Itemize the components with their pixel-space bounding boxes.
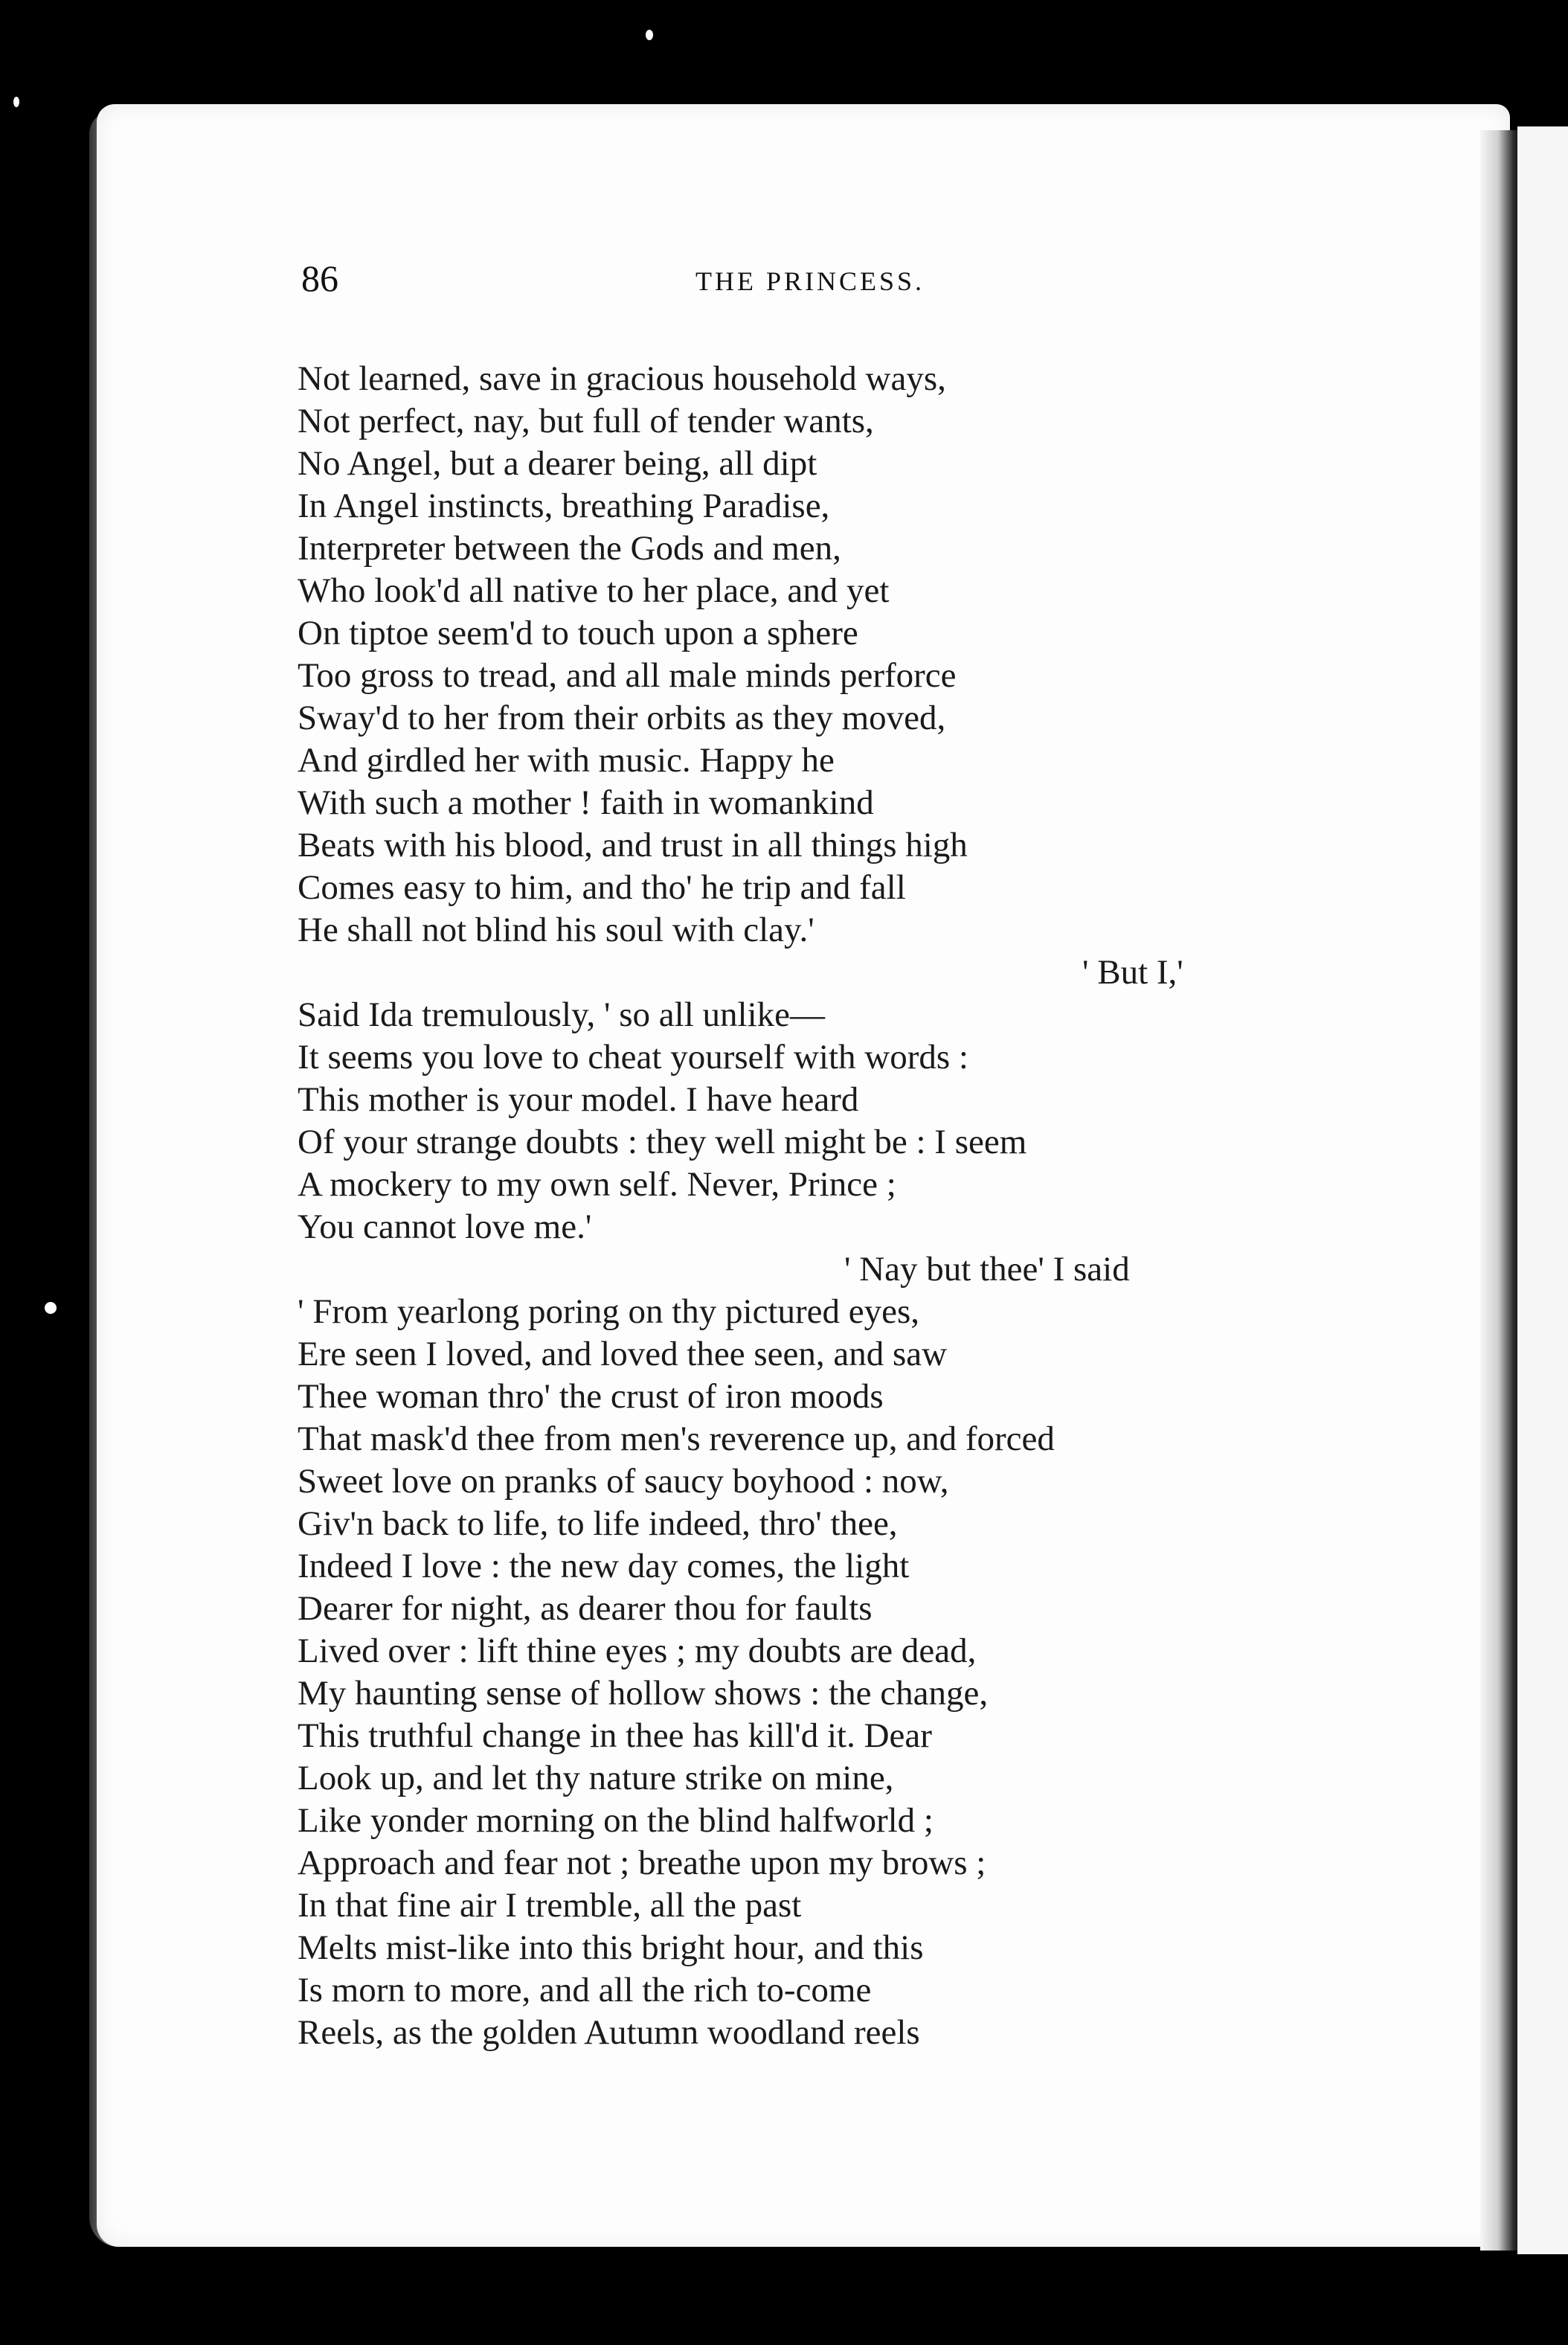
poem-line: Who look'd all native to her place, and yet bbox=[298, 571, 890, 610]
page-header bbox=[301, 257, 1268, 309]
poem-line: Giv'n back to life, to life indeed, thro' thee, bbox=[298, 1504, 898, 1543]
poem-line: No Angel, but a dearer being, all dipt bbox=[298, 444, 817, 483]
poem-line: You cannot love me.' bbox=[298, 1207, 592, 1246]
poem-line: Thee woman thro' the crust of iron moods bbox=[298, 1377, 884, 1416]
speck bbox=[45, 1302, 57, 1314]
poem-line: Beats with his blood, and trust in all things high bbox=[298, 826, 968, 864]
poem-line: Lived over : lift thine eyes ; my doubts are dead, bbox=[298, 1632, 977, 1670]
poem-line: Sweet love on pranks of saucy boyhood : now, bbox=[298, 1462, 949, 1501]
poem-line: Not learned, save in gracious household ways, bbox=[298, 359, 946, 398]
poem-line-indented: ' But I,' bbox=[1082, 953, 1183, 992]
poem-line: And girdled her with music. Happy he bbox=[298, 741, 835, 780]
poem-line: Ere seen I loved, and loved thee seen, and saw bbox=[298, 1335, 948, 1373]
poem-line: Is morn to more, and all the rich to-come bbox=[298, 1971, 872, 2009]
poem-line: Interpreter between the Gods and men, bbox=[298, 529, 841, 568]
poem-line: Like yonder morning on the blind halfworld ; bbox=[298, 1801, 934, 1840]
poem-line-indented: ' Nay but thee' I said bbox=[844, 1250, 1130, 1289]
poem-line: Melts mist-like into this bright hour, and this bbox=[298, 1928, 924, 1967]
poem-line: Indeed I love : the new day comes, the light bbox=[298, 1547, 910, 1585]
poem-line: Sway'd to her from their orbits as they moved, bbox=[298, 699, 946, 737]
speck bbox=[646, 30, 653, 40]
poem-line: In Angel instincts, breathing Paradise, bbox=[298, 487, 830, 525]
poem-line: This truthful change in thee has kill'd it. Dear bbox=[298, 1716, 932, 1755]
poem-line: Dearer for night, as dearer thou for faults bbox=[298, 1589, 873, 1628]
poem-line: It seems you love to cheat yourself with words : bbox=[298, 1038, 968, 1077]
poem-line: In that fine air I tremble, all the past bbox=[298, 1886, 802, 1925]
poem-line: That mask'd thee from men's reverence up, and forced bbox=[298, 1419, 1055, 1458]
poem-line: Look up, and let thy nature strike on mine, bbox=[298, 1759, 894, 1797]
adjacent-page-edge bbox=[1517, 126, 1568, 2254]
poem-line: Not perfect, nay, but full of tender wants, bbox=[298, 402, 874, 440]
poem-line: This mother is your model. I have heard bbox=[298, 1080, 859, 1119]
poem-line: ' From yearlong poring on thy pictured eyes, bbox=[298, 1292, 920, 1331]
poem-line: Reels, as the golden Autumn woodland reels bbox=[298, 2013, 920, 2052]
poem-line: Approach and fear not ; breathe upon my brows ; bbox=[298, 1844, 986, 1882]
poem-line: Too gross to tread, and all male minds perforce bbox=[298, 656, 957, 695]
poem-line: My haunting sense of hollow shows : the change, bbox=[298, 1674, 989, 1713]
poem-line: Of your strange doubts : they well might be : I seem bbox=[298, 1123, 1027, 1161]
running-head: THE PRINCESS. bbox=[695, 266, 925, 296]
poem-line: Comes easy to him, and tho' he trip and fall bbox=[298, 868, 906, 907]
poem-line: A mockery to my own self. Never, Prince ; bbox=[298, 1165, 896, 1204]
poem-line: With such a mother ! faith in womankind bbox=[298, 783, 874, 822]
speck bbox=[13, 97, 19, 107]
poem-line: He shall not blind his soul with clay.' bbox=[298, 911, 814, 949]
poem-line: Said Ida tremulously, ' so all unlike— bbox=[298, 995, 826, 1034]
poem-line: On tiptoe seem'd to touch upon a sphere bbox=[298, 614, 858, 652]
page-number: 86 bbox=[301, 257, 338, 299]
